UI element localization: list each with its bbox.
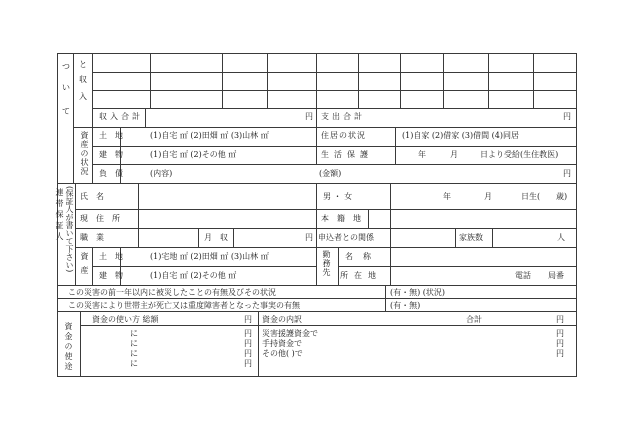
- funds-side-label: 資金の使途: [64, 322, 73, 372]
- phone-label: 電話: [515, 271, 531, 280]
- breakdown-unit-1: 円: [556, 329, 564, 338]
- debt-content: (内容): [150, 169, 173, 178]
- usage-line-1: に: [130, 329, 138, 338]
- birth-year: 年: [443, 192, 451, 201]
- usage-unit-1: 円: [244, 329, 252, 338]
- debt-amount: (金額): [319, 169, 342, 178]
- disaster-q1: この災害の前一年以内に被災したことの有無及びその状況: [68, 288, 276, 297]
- monthly-income-unit: 円: [305, 233, 313, 242]
- side-char-te: て: [62, 107, 70, 116]
- label-to: と: [79, 60, 87, 69]
- residence-label: 住居の状況: [321, 131, 366, 140]
- relation-label: 申込者との関係: [318, 233, 374, 242]
- workplace-location-label: 所在地: [340, 271, 382, 280]
- age-suffix: 歳): [556, 192, 568, 201]
- building-options: (1)自宅 ㎡ (2)その他 ㎡: [150, 150, 237, 159]
- welfare-text: 日より受給(生住教医): [480, 150, 559, 159]
- label-income-nyu: 入: [79, 92, 87, 101]
- disaster-q2-answer: (有・無): [390, 301, 421, 310]
- usage-unit-2: 円: [244, 339, 252, 348]
- label-income-shu: 収: [79, 75, 87, 84]
- guarantor-side-label: 連帯保証人: [55, 188, 64, 243]
- land-label: 土地: [99, 131, 131, 140]
- breakdown-line-1: 災害援護資金で: [262, 329, 318, 338]
- total-expense-label: 支出合計: [321, 112, 365, 121]
- usage-unit-4: 円: [244, 359, 252, 368]
- family-unit: 人: [557, 233, 565, 242]
- total-income-label: 収入合計: [99, 112, 143, 121]
- building-label: 建物: [99, 150, 131, 159]
- residence-options: (1)自家 (2)借家 (3)借間 (4)同居: [402, 131, 519, 140]
- side-char-i: い: [62, 83, 70, 92]
- usage-unit-3: 円: [244, 349, 252, 358]
- birth-month: 月: [484, 192, 492, 201]
- disaster-q2: この災害により世帯主が死亡又は重度障害者となった事実の有無: [68, 301, 300, 310]
- total-expense-unit: 円: [563, 112, 571, 121]
- workplace-name-label: 名称: [345, 252, 381, 261]
- g-building-label: 建物: [99, 271, 131, 280]
- usage-line-3: に: [130, 349, 138, 358]
- funds-usage-label: 資金の使い方 総額: [92, 315, 159, 324]
- welfare-month: 月: [450, 150, 458, 159]
- g-building-options: (1)自宅 ㎡ (2)その他 ㎡: [150, 271, 237, 280]
- usage-line-2: に: [130, 339, 138, 348]
- total-income-unit: 円: [305, 112, 313, 121]
- funds-usage-unit: 円: [244, 315, 252, 324]
- usage-line-4: に: [130, 359, 138, 368]
- land-options: (1)自宅 ㎡ (2)田畑 ㎡ (3)山林 ㎡: [150, 131, 269, 140]
- breakdown-unit-2: 円: [556, 339, 564, 348]
- welfare-year: 年: [418, 150, 426, 159]
- guarantor-assets-label: 資産: [80, 252, 89, 280]
- assets-header: 資産の状況: [80, 131, 89, 176]
- disaster-q1-answer: (有・無) (状況): [390, 288, 446, 297]
- workplace-label: 勤務先: [322, 250, 331, 277]
- side-char-tsu: つ: [62, 62, 70, 71]
- occupation-label: 職業: [80, 233, 112, 242]
- domicile-label: 本籍地: [321, 214, 369, 223]
- family-label: 家族数: [459, 233, 483, 242]
- guarantor-side-note: (保証人が書いて下さい): [65, 186, 74, 273]
- breakdown-unit-3: 円: [556, 349, 564, 358]
- guarantor-name-label: 氏名: [80, 192, 112, 201]
- breakdown-line-2: 手持資金で: [262, 339, 302, 348]
- g-land-label: 土地: [99, 252, 131, 261]
- debt-unit: 円: [563, 169, 571, 178]
- funds-breakdown-label: 資金の内訳: [262, 315, 302, 324]
- monthly-income-label: 月収: [204, 233, 236, 242]
- welfare-label: 生活保護: [321, 150, 373, 159]
- guarantor-gender: 男 ・ 女: [323, 192, 353, 201]
- funds-total-unit: 円: [556, 315, 564, 324]
- g-land-options: (1)宅地 ㎡ (2)田畑 ㎡ (3)山林 ㎡: [150, 252, 269, 261]
- phone-suffix: 局番: [548, 271, 564, 280]
- funds-total-label: 合計: [466, 315, 482, 324]
- debt-label: 負債: [99, 169, 131, 178]
- breakdown-line-3: その他( )で: [262, 349, 303, 358]
- birth-day: 日生(: [521, 192, 541, 201]
- address-label: 現住所: [80, 214, 128, 223]
